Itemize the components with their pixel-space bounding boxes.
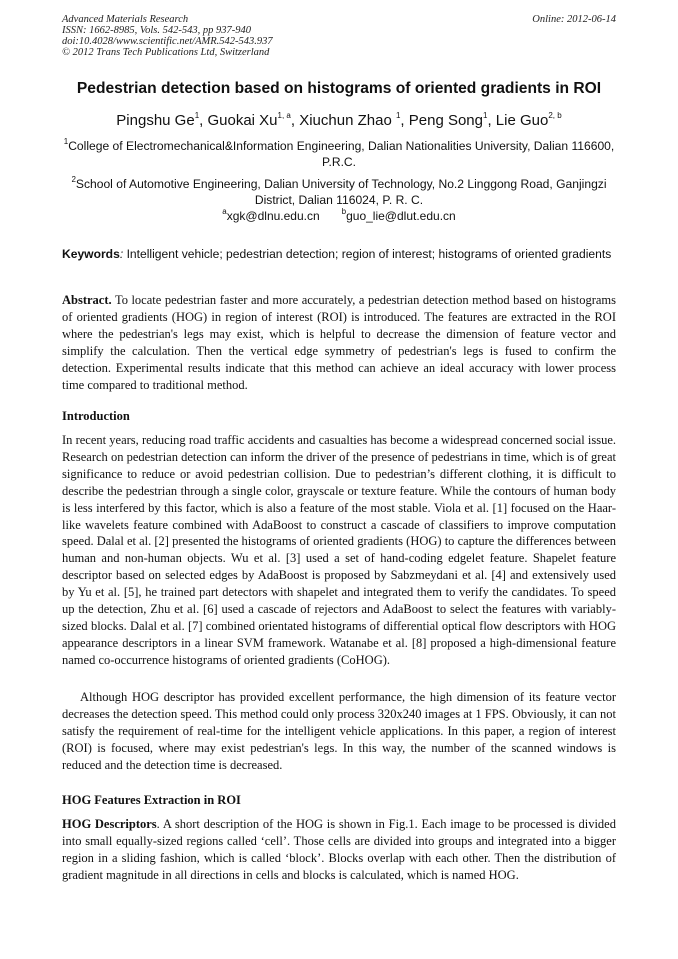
affiliation-sup: 1 [63,136,69,146]
paragraph [62,816,616,884]
email-sup: b [341,207,347,216]
copyright-line: © 2012 Trans Tech Publications Ltd, Switzerland [62,47,270,58]
affiliation-text: School of Automotive Engineering, Dalian University of Technology, No.2 Linggong Road, Ganjingzi District, Dalian 116024, P. R. C. [75,177,607,207]
keywords-text: Intelligent vehicle; pedestrian detection; region of interest; histograms of oriented gradients [126,247,612,261]
email-link[interactable]: xgk@dlnu.edu.cn [226,209,320,223]
subsection-lead: HOG Descriptors [62,817,157,831]
author-name: Guokai Xu [207,112,278,129]
journal-header [62,14,616,58]
paper-title: Pedestrian detection based on histograms of oriented gradients in ROI [76,80,602,97]
section-heading-introduction: Introduction [62,409,130,423]
issn-line: ISSN: 1662-8985, Vols. 542-543, pp 937-940 [62,25,251,36]
author-list: Pingshu Ge$^1$, Guokai Xu$^{1, a}$, Xiuchun Zhao $^1$, Peng Song$^1$, Lie Guo$^{2, b}$ [116,111,562,129]
affiliation-1 [62,138,616,170]
abstract [62,292,616,393]
author-name: Xiuchun Zhao [299,112,392,129]
author-sup: 2, b [548,111,562,120]
author-sup: 1, a [277,111,291,120]
doi-line[interactable]: doi:10.4028/www.scientific.net/AMR.542-543.937 [62,36,273,47]
author-name: Pingshu Ge [116,112,195,129]
email-sup: a [222,207,227,216]
online-date: Online: 2012-06-14 [532,14,616,25]
paragraph: In recent years, reducing road traffic accidents and casualties has become a widespread concerned social issue. Research on pedestrian detection can inform the driver of the presence of pedestrians in time, which is of great significance to reduce or avoid pedestrian collision. Due to pedestrian’s different clothing, it is difficult to describe the pedestrian through a single color, grayscale or texture feature. While the contours of human body is less interfered by this factor, which is also a feature of the most stable. Viola et al. [1] focused on the Haar-like wavelets feature combined with AdaBoost to construct a cascade of classifiers to improve computation speed. Dalal et al. [2] presented the histograms of oriented gradients (HOG) to capture the differences between human and non-human objects. Wu et al. [3] used a set of hand-coding edgelet feature. Shapelet feature descriptor based on selected edges by AdaBoost is proposed by Sabzmeydani et al. [4] and extensively used by Yu et al. [5], he trained part detectors with shapelet and integrated them to verify the candidates. To speed up the detection, Zhu et al. [6] used a cascade of rejectors and AdaBoost to select the features with variably-sized blocks. Dalal et al. [7] combined orientated histograms of differential optical flow descriptors with HOG appearance descriptors in a linear SVM framework. Watanabe et al. [8] proposed a high-dimensional feature named co-occurrence histograms of oriented gradients (CoHOG). [62,433,616,667]
author-sup: 1 [194,111,200,120]
paragraph-text: . A short description of the HOG is shown in Fig.1. Each image to be processed is divided into small equally-sized regions called ‘cell’. Those cells are divided into groups and integrated into a bigger region in a sliding fashion, which is called ‘block’. Blocks overlap with each other. Then the distribution of gradient magnitude in all directions in cells and blocks is calculated, which is named HOG. [62,817,616,882]
author-sup: 1 [483,111,488,120]
keywords: Keywords: Intelligent vehicle; pedestrian detection; region of interest; histograms of oriented gradients [62,247,612,261]
section-heading-hog: HOG Features Extraction in ROI [62,793,241,807]
abstract-text: To locate pedestrian faster and more accurately, a pedestrian detection method based on histograms of oriented gradients (HOG) in region of interest (ROI) is introduced. The features are extracted in the ROI where the pedestrian's legs may exist, which is helpful to decrease the dimension of feature vector and simplify the calculation. Then the vertical edge symmetry of pedestrian's legs is fused to confirm the detection. Experimental results indicate that this method can achieve an ideal accuracy with lower process time compared to traditional method. [62,293,616,392]
affiliation-2 [62,176,616,208]
affiliation-sup: 2 [71,174,76,184]
email-line [62,209,616,223]
author-sup: 1 [395,111,401,120]
email-link[interactable]: guo_lie@dlut.edu.cn [346,209,456,223]
author-name: Lie Guo [495,112,549,129]
journal-name: Advanced Materials Research [62,14,189,25]
abstract-label: Abstract. [62,293,112,307]
author-name: Peng Song [408,112,483,129]
keywords-label: Keywords [62,247,120,261]
paragraph: Although HOG descriptor has provided excellent performance, the high dimension of its feature vector decreases the detection speed. This method could only process 320x240 images at 1 FPS. Obviously, it can not satisfy the requirement of real-time for the intelligent vehicle applications. In this paper, a region of interest (ROI) is focused, where may exist pedestrian's legs. In this way, the number of the scanned windows is reduced and the detection time is decreased. [62,690,616,772]
affiliation-text: College of Electromechanical&Information Engineering, Dalian Nationalities University, Dalian 116600, P.R.C. [68,139,615,169]
